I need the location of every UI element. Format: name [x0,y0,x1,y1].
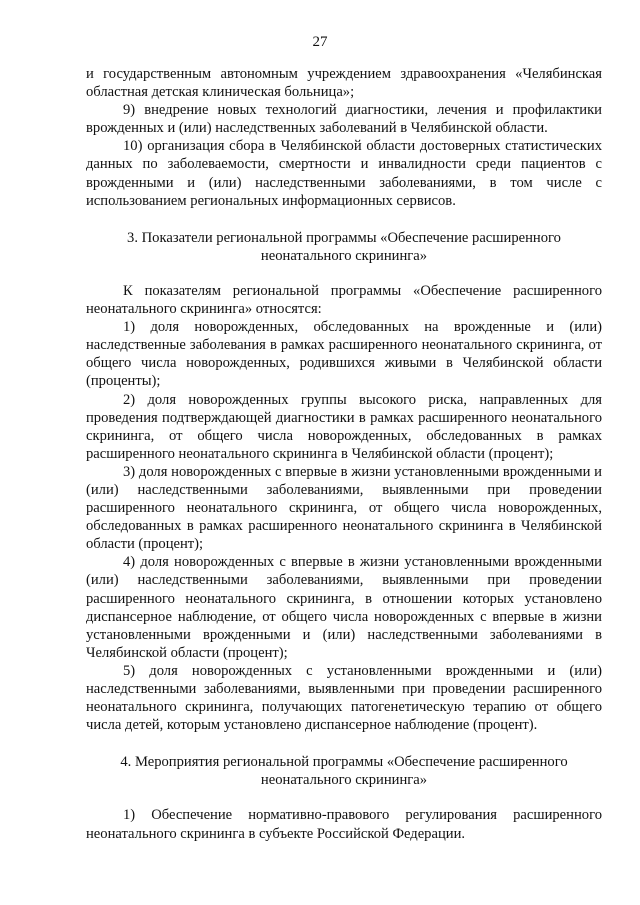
section-4-heading-line-2: неонатального скрининга» [260,772,428,789]
paragraph-intro: и государственным автономным учреждением здравоохранения «Челябинская областная детская клиническая больница»; [86,66,602,101]
section-3-heading-line-1: 3. Показатели региональной программы «Обеспечение расширенного [127,229,561,246]
document-body [86,65,602,843]
indicator-item-5: 5) доля новорожденных с установленными врожденными и (или) наследственными заболеваниями, выявленными при проведении расширенного неонатального скрининга, получающих патогенетическую терапию от общего числа детей, которым установлено диспансерное наблюдение (процент). [86,662,602,734]
section-4-heading [86,753,602,789]
section-4-heading-line-1: 4. Мероприятия региональной программы «Обеспечение расширенного [120,754,568,771]
paragraph-item-10: 10) организация сбора в Челябинской области достоверных статистических данных по заболеваемости, смертности и инвалидности среди пациентов с врожденными и (или) наследственными заболеваниями, в том числе с использованием региональных информационных сервисов. [86,138,602,209]
indicator-item-3: 3) доля новорожденных с впервые в жизни установленными врожденными и (или) наследственными заболеваниями, выявленными при проведении расширенного неонатального скрининга, от общего числа новорожденных, обследованных в рамках расширенного неонатального скрининга в Челябинской области (процент); [86,463,602,553]
indicator-item-2: 2) доля новорожденных группы высокого риска, направленных для проведения подтверждающей диагностики в рамках расширенного неонатального скрининга, от общего числа новорожденных, обследованных в рамках расширенного неонатального скрининга в Челябинской области (процент); [86,391,602,462]
indicator-item-1: 1) доля новорожденных, обследованных на врожденные и (или) наследственные заболевания в рамках расширенного неонатального скрининга, от общего числа новорожденных, родившихся живыми в Челябинской области (проценты); [86,319,602,390]
paragraph-item-9: 9) внедрение новых технологий диагностики, лечения и профилактики врожденных и (или) наследственных заболеваний в Челябинской области. [86,102,602,137]
activity-item-1: 1) Обеспечение нормативно-правового регулирования расширенного неонатального скрининга в субъекте Российской Федерации. [86,807,602,842]
section-3-lead: К показателям региональной программы «Обеспечение расширенного неонатального скрининга» относятся: [86,282,602,318]
section-3-heading-line-2: неонатального скрининга» [260,247,428,264]
page-number: 27 [312,34,328,50]
indicator-item-4: 4) доля новорожденных с впервые в жизни установленными врожденными (или) наследственными заболеваниями, выявленными при проведении расширенного неонатального скрининга, в отношении которых установлено диспансерное наблюдение, от общего числа новорожденных с впервые в жизни установленными врожденными и (или) наследственными заболеваниями в Челябинской области (процент); [86,554,602,661]
section-3-heading [86,229,602,265]
